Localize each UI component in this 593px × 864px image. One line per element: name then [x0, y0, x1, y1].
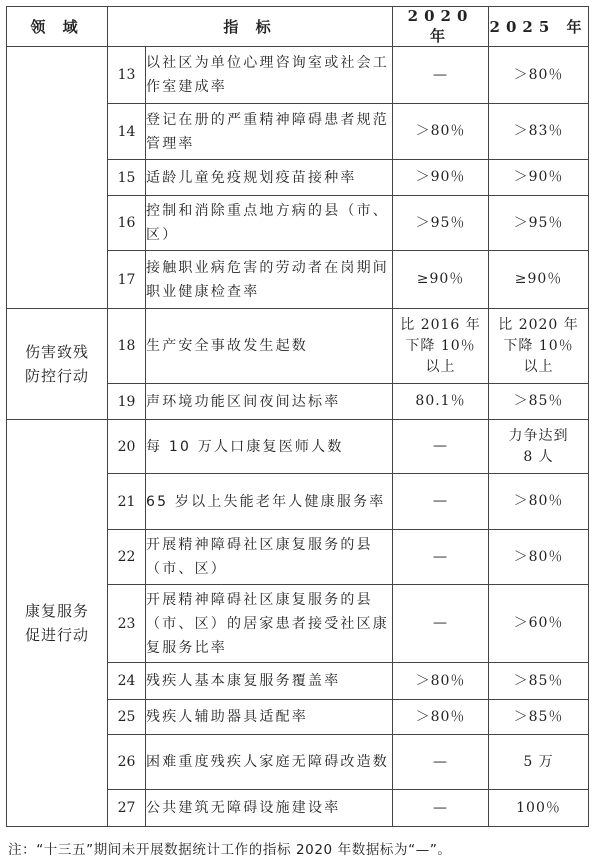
table-row [7, 420, 589, 474]
value-2020: — [393, 474, 489, 530]
row-number: 27 [108, 790, 146, 827]
value-2020: ≥90％ [393, 251, 489, 309]
row-number: 23 [108, 585, 146, 663]
row-number: 16 [108, 196, 146, 251]
row-number: 20 [108, 420, 146, 474]
table-header-row [7, 7, 589, 47]
table-row [7, 47, 589, 104]
row-number: 18 [108, 309, 146, 384]
indicator-text: 生产安全事故发生起数 [146, 309, 393, 384]
value-2020: — [393, 47, 489, 104]
header-2025: 2025 年 [489, 7, 589, 47]
value-2020: — [393, 420, 489, 474]
value-2025: ＞95％ [489, 196, 589, 251]
indicator-text: 残疾人基本康复服务覆盖率 [146, 663, 393, 700]
row-number: 19 [108, 384, 146, 420]
indicator-text: 登记在册的严重精神障碍患者规范管理率 [146, 104, 393, 160]
row-number: 21 [108, 474, 146, 530]
value-2025: 比 2020 年 下降 10％ 以上 [489, 309, 589, 384]
indicator-text: 开展精神障碍社区康复服务的县（市、区） [146, 530, 393, 585]
value-2025: 5 万 [489, 735, 589, 790]
table-row [7, 309, 589, 384]
value-2020: — [393, 530, 489, 585]
row-number: 15 [108, 160, 146, 196]
value-2025: ＞85％ [489, 700, 589, 735]
indicator-text: 以社区为单位心理咨询室或社会工作室建成率 [146, 47, 393, 104]
value-2020: ＞80％ [393, 104, 489, 160]
row-number: 25 [108, 700, 146, 735]
row-number: 17 [108, 251, 146, 309]
indicator-table [6, 6, 589, 827]
row-number: 26 [108, 735, 146, 790]
domain-cell-empty [7, 47, 108, 309]
indicator-text: 声环境功能区间夜间达标率 [146, 384, 393, 420]
value-2020: ＞90％ [393, 160, 489, 196]
indicator-text: 每 10 万人口康复医师人数 [146, 420, 393, 474]
indicator-text: 控制和消除重点地方病的县（市、区） [146, 196, 393, 251]
indicator-text: 公共建筑无障碍设施建设率 [146, 790, 393, 827]
value-2025: ＞80％ [489, 474, 589, 530]
domain-rehab-service: 康复服务 促进行动 [7, 420, 108, 827]
header-indicator: 指 标 [108, 7, 393, 47]
header-domain: 领 域 [7, 7, 108, 47]
value-2020: — [393, 735, 489, 790]
header-2020: 2020 年 [393, 7, 489, 47]
value-2025: 力争达到 8 人 [489, 420, 589, 474]
row-number: 13 [108, 47, 146, 104]
indicator-text: 残疾人辅助器具适配率 [146, 700, 393, 735]
value-2020: — [393, 585, 489, 663]
value-2025: ＞80％ [489, 530, 589, 585]
value-2025: ＞85％ [489, 384, 589, 420]
value-2020: ＞95％ [393, 196, 489, 251]
value-2025: 100％ [489, 790, 589, 827]
indicator-text: 开展精神障碍社区康复服务的县（市、区）的居家患者接受社区康复服务比率 [146, 585, 393, 663]
row-number: 22 [108, 530, 146, 585]
indicator-text: 65 岁以上失能老年人健康服务率 [146, 474, 393, 530]
value-2020: — [393, 790, 489, 827]
indicator-text: 适龄儿童免疫规划疫苗接种率 [146, 160, 393, 196]
value-2020: 80.1％ [393, 384, 489, 420]
value-2025: ＞80％ [489, 47, 589, 104]
value-2025: ＞83％ [489, 104, 589, 160]
row-number: 24 [108, 663, 146, 700]
value-2020: 比 2016 年 下降 10％ 以上 [393, 309, 489, 384]
table-footnote: 注：“十三五”期间未开展数据统计工作的指标 2020 年数据标为“—”。 [8, 842, 452, 858]
value-2025: ≥90％ [489, 251, 589, 309]
row-number: 14 [108, 104, 146, 160]
indicator-text: 接触职业病危害的劳动者在岗期间职业健康检查率 [146, 251, 393, 309]
value-2025: ＞90％ [489, 160, 589, 196]
indicator-text: 困难重度残疾人家庭无障碍改造数 [146, 735, 393, 790]
domain-injury-prevention: 伤害致残 防控行动 [7, 309, 108, 420]
value-2025: ＞60％ [489, 585, 589, 663]
value-2025: ＞85％ [489, 663, 589, 700]
value-2020: ＞80％ [393, 700, 489, 735]
value-2020: ＞80％ [393, 663, 489, 700]
